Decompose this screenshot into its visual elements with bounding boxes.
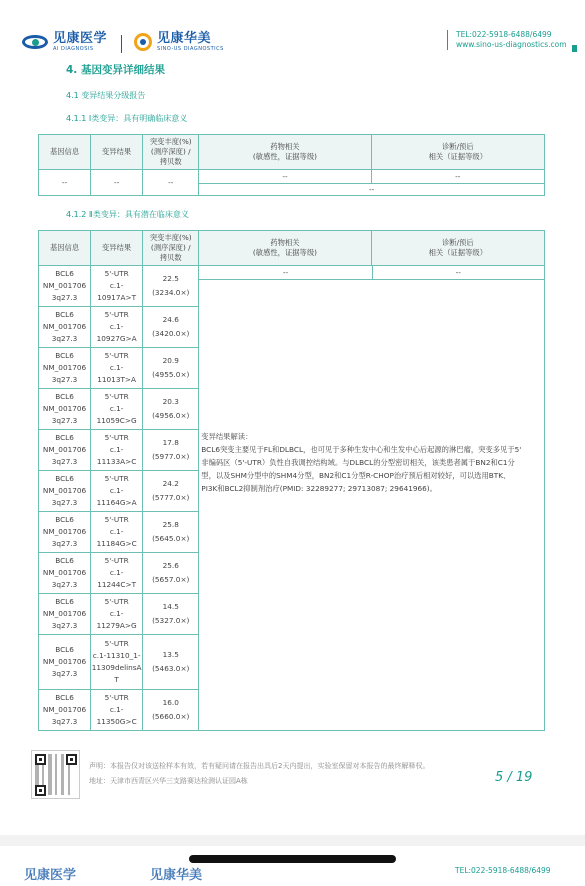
variant-cell — [91, 266, 143, 307]
header-freq-l2: (测序深度) / — [150, 243, 191, 252]
circle-logo-icon — [134, 33, 152, 51]
gene-name: BCL6 — [55, 310, 74, 319]
header-diag — [371, 135, 544, 170]
header-drug-l2: (敏感性，证据等级) — [252, 248, 317, 257]
variant-c1: c.1- — [109, 568, 124, 577]
freq-cell — [143, 512, 199, 553]
gene-name: BCL6 — [55, 556, 74, 565]
freq-cell — [143, 348, 199, 389]
header-diag-l1: 诊断/预后 — [441, 238, 474, 247]
cytoband: 3q27.3 — [51, 621, 78, 630]
transcript-id: NM_001706 — [42, 486, 87, 495]
interpretation-line: PI3K和BCL2抑制剂治疗(PMID: 32289277; 29713087; 29641966)。 — [201, 483, 437, 493]
variant-c1: c.1- — [109, 705, 124, 714]
class1-title: 4.1.1 Ⅰ类变异：具有明确临床意义 — [66, 114, 188, 123]
variant-cell — [91, 389, 143, 430]
freq-cell — [143, 635, 199, 690]
freq-cell — [143, 553, 199, 594]
variant-c1: c.1-11310_1- — [92, 651, 141, 660]
sequencing-depth: (4955.0×) — [152, 370, 190, 379]
gene-name: BCL6 — [55, 269, 74, 278]
header-diag-l2: 相关（证据等级） — [428, 248, 487, 257]
t2-drug: -- — [199, 266, 372, 279]
interpretation-line: 变异结果解读： — [201, 431, 253, 441]
header-freq — [143, 231, 199, 266]
gene-cell — [39, 348, 91, 389]
variant-c1: c.1- — [109, 322, 124, 331]
logo1-en: AI DIAGNOSIS — [53, 46, 94, 52]
mutation-frequency: 17.8 — [162, 438, 179, 447]
header-variant: 变异结果 — [91, 135, 143, 170]
variant-c1: c.1- — [109, 609, 124, 618]
logo2-cn: 见康华美 — [157, 31, 212, 46]
variant-region: 5'-UTR — [104, 515, 129, 524]
transcript-id: NM_001706 — [42, 281, 87, 290]
freq-cell — [143, 430, 199, 471]
freq-cell — [143, 471, 199, 512]
gene-cell — [39, 690, 91, 731]
transcript-id: NM_001706 — [42, 322, 87, 331]
variant-cell — [91, 635, 143, 690]
sequencing-depth: (3234.0×) — [152, 288, 190, 297]
header-drug — [199, 231, 371, 266]
header-freq-l3: 拷贝数 — [159, 253, 182, 262]
interpretation-line: BCL6突变主要见于FL和DLBCL，也可见于多种生发中心和生发中心后起源的淋巴瘤，突变多见于5' — [201, 444, 522, 454]
mutation-frequency: 14.5 — [162, 602, 179, 611]
variant-region: 5'-UTR — [104, 351, 129, 360]
freq-cell — [143, 307, 199, 348]
gene-name: BCL6 — [55, 515, 74, 524]
variant-c2: 11350G>C — [96, 717, 137, 726]
header-gene: 基因信息 — [39, 231, 91, 266]
variant-c2: 11133A>C — [96, 457, 137, 466]
t1-diag: -- — [371, 170, 544, 184]
class1-table — [38, 134, 545, 196]
transcript-id: NM_001706 — [42, 363, 87, 372]
variant-cell — [91, 307, 143, 348]
interpretation-line: 型，以及SHM分型中的SHM4分型，BN2和C1分型R-CHOP治疗预后相对较好，可以选用BTK、 — [201, 470, 511, 480]
header-drug — [199, 135, 371, 170]
gene-cell — [39, 307, 91, 348]
mutation-frequency: 16.0 — [162, 698, 179, 707]
variant-region: 5'-UTR — [104, 433, 129, 442]
gene-cell — [39, 594, 91, 635]
home-indicator[interactable] — [189, 855, 396, 863]
variant-region: 5'-UTR — [104, 310, 129, 319]
variant-c2: 10917A>T — [97, 293, 137, 302]
header-diag-l1: 诊断/预后 — [441, 142, 474, 151]
transcript-id: NM_001706 — [42, 609, 87, 618]
accent-bar — [572, 45, 577, 52]
page-number: 5 / 19 — [495, 770, 533, 785]
variant-c1: c.1- — [109, 404, 124, 413]
header-diag-l2: 相关（证据等级） — [428, 152, 487, 161]
cytoband: 3q27.3 — [51, 717, 78, 726]
variant-c2: 11164G>A — [96, 498, 137, 507]
t1-variant: -- — [91, 170, 143, 196]
gene-cell — [39, 430, 91, 471]
class2-title: 4.1.2 Ⅱ类变异：具有潜在临床意义 — [66, 210, 189, 219]
table-row — [39, 266, 545, 307]
address: 地址：天津市西青区兴华三支路赛达检测认证园A栋 — [89, 777, 248, 785]
variant-cell — [91, 348, 143, 389]
qr-code — [31, 750, 80, 799]
variant-region: 5'-UTR — [104, 556, 129, 565]
subsection-title: 4.1 变异结果分级报告 — [66, 91, 146, 100]
variant-c2: 11013T>A — [97, 375, 137, 384]
gene-name: BCL6 — [55, 433, 74, 442]
gene-cell — [39, 512, 91, 553]
header-diag — [371, 231, 544, 266]
variant-cell — [91, 553, 143, 594]
freq-cell — [143, 594, 199, 635]
t2-diag: -- — [372, 266, 544, 279]
header-drug-l1: 药物相关 — [270, 238, 300, 247]
header-variant: 变异结果 — [91, 231, 143, 266]
sequencing-depth: (5327.0×) — [152, 616, 190, 625]
gene-name: BCL6 — [55, 474, 74, 483]
cytoband: 3q27.3 — [51, 457, 78, 466]
header-freq-l2: (测序深度) / — [150, 147, 191, 156]
gene-cell — [39, 266, 91, 307]
transcript-id: NM_001706 — [42, 445, 87, 454]
sequencing-depth: (5660.0×) — [152, 712, 190, 721]
variant-c1: c.1- — [109, 281, 124, 290]
header-freq — [143, 135, 199, 170]
mutation-frequency: 25.8 — [162, 520, 179, 529]
interpretation-cell — [199, 266, 545, 731]
variant-region: 5'-UTR — [104, 474, 129, 483]
variant-region: 5'-UTR — [104, 269, 129, 278]
header-gene: 基因信息 — [39, 135, 91, 170]
gene-name: BCL6 — [55, 597, 74, 606]
transcript-id: NM_001706 — [42, 657, 87, 666]
variant-c2: 11059C>G — [96, 416, 137, 425]
t1-freq: -- — [143, 170, 199, 196]
variant-region: 5'-UTR — [104, 639, 129, 648]
section-title: 4. 基因变异详细结果 — [66, 64, 165, 76]
variant-c2: 11184G>C — [96, 539, 137, 548]
gene-name: BCL6 — [55, 392, 74, 401]
cytoband: 3q27.3 — [51, 498, 78, 507]
sequencing-depth: (3420.0×) — [152, 329, 190, 338]
variant-c1: c.1- — [109, 486, 124, 495]
transcript-id: NM_001706 — [42, 705, 87, 714]
next-page-logo2: 见康华美 — [150, 868, 203, 883]
cytoband: 3q27.3 — [51, 580, 78, 589]
gene-cell — [39, 553, 91, 594]
header-drug-l2: (敏感性，证据等级) — [252, 152, 317, 161]
variant-c1: c.1- — [109, 363, 124, 372]
mutation-frequency: 25.6 — [162, 561, 179, 570]
transcript-id: NM_001706 — [42, 568, 87, 577]
mutation-frequency: 24.2 — [162, 479, 179, 488]
interpretation-text — [199, 279, 544, 495]
next-page-tel: TEL:022-5918-6488/6499 — [455, 866, 551, 875]
transcript-id: NM_001706 — [42, 404, 87, 413]
logo1-cn: 见康医学 — [53, 31, 108, 46]
variant-cell — [91, 594, 143, 635]
mutation-frequency: 22.5 — [162, 274, 179, 283]
variant-region: 5'-UTR — [104, 693, 129, 702]
sequencing-depth: (5777.0×) — [152, 493, 190, 502]
cytoband: 3q27.3 — [51, 539, 78, 548]
cytoband: 3q27.3 — [51, 416, 78, 425]
next-page-logo1: 见康医学 — [24, 868, 77, 883]
logo-divider — [121, 35, 122, 53]
variant-region: 5'-UTR — [104, 597, 129, 606]
disclaimer: 声明：本报告仅对该送检样本有效，若有疑问请在报告出具后2天内提出，实验室保留对本报告的最终解释权。 — [89, 762, 430, 770]
variant-c3: T — [114, 675, 119, 684]
website: www.sino-us-diagnostics.com — [456, 40, 567, 49]
header-freq-l3: 拷贝数 — [159, 157, 182, 166]
freq-cell — [143, 690, 199, 731]
interpretation-line: 非编码区（5'-UTR）负性自我调控结构域。与DLBCL的分型密切相关，该类患者属于BN2和C1分 — [201, 457, 515, 467]
variant-cell — [91, 512, 143, 553]
gene-name: BCL6 — [55, 645, 74, 654]
variant-cell — [91, 690, 143, 731]
t1-gene: -- — [39, 170, 91, 196]
eye-logo-icon — [22, 35, 48, 49]
interpretation-inner-table — [199, 266, 544, 495]
t1-merged: -- — [199, 184, 545, 196]
variant-region: 5'-UTR — [104, 392, 129, 401]
variant-c1: c.1- — [109, 445, 124, 454]
cytoband: 3q27.3 — [51, 669, 78, 678]
gene-name: BCL6 — [55, 693, 74, 702]
gene-cell — [39, 471, 91, 512]
gene-cell — [39, 389, 91, 430]
transcript-id: NM_001706 — [42, 527, 87, 536]
jiankang-huamei-logo — [134, 32, 224, 52]
mutation-frequency: 13.5 — [162, 650, 179, 659]
header-freq-l1: 突变丰度(%) — [149, 233, 192, 242]
header-freq-l1: 突变丰度(%) — [149, 137, 192, 146]
gene-name: BCL6 — [55, 351, 74, 360]
header-drug-l1: 药物相关 — [270, 142, 300, 151]
mutation-frequency: 20.9 — [162, 356, 179, 365]
variant-cell — [91, 430, 143, 471]
variant-c1: c.1- — [109, 527, 124, 536]
sequencing-depth: (5463.0×) — [152, 664, 190, 673]
sequencing-depth: (4956.0×) — [152, 411, 190, 420]
t1-drug: -- — [199, 170, 371, 184]
variant-cell — [91, 471, 143, 512]
sequencing-depth: (5657.0×) — [152, 575, 190, 584]
cytoband: 3q27.3 — [51, 375, 78, 384]
variant-c2: 11279A>G — [96, 621, 137, 630]
freq-cell — [143, 389, 199, 430]
variant-c2: 11244C>T — [97, 580, 137, 589]
mutation-frequency: 20.3 — [162, 397, 179, 406]
mutation-frequency: 24.6 — [162, 315, 179, 324]
cytoband: 3q27.3 — [51, 334, 78, 343]
tel: TEL:022-5918-6488/6499 — [456, 30, 552, 39]
cytoband: 3q27.3 — [51, 293, 78, 302]
jiankang-medical-logo — [22, 32, 107, 52]
variant-c2: 11309delinsA — [91, 663, 142, 672]
logo2-en: SINO-US DIAGNOSTICS — [157, 46, 224, 52]
sequencing-depth: (5645.0×) — [152, 534, 190, 543]
gene-cell — [39, 635, 91, 690]
contact-info — [447, 30, 567, 50]
class2-table — [38, 230, 545, 731]
freq-cell — [143, 266, 199, 307]
sequencing-depth: (5977.0×) — [152, 452, 190, 461]
variant-c2: 10927G>A — [96, 334, 137, 343]
